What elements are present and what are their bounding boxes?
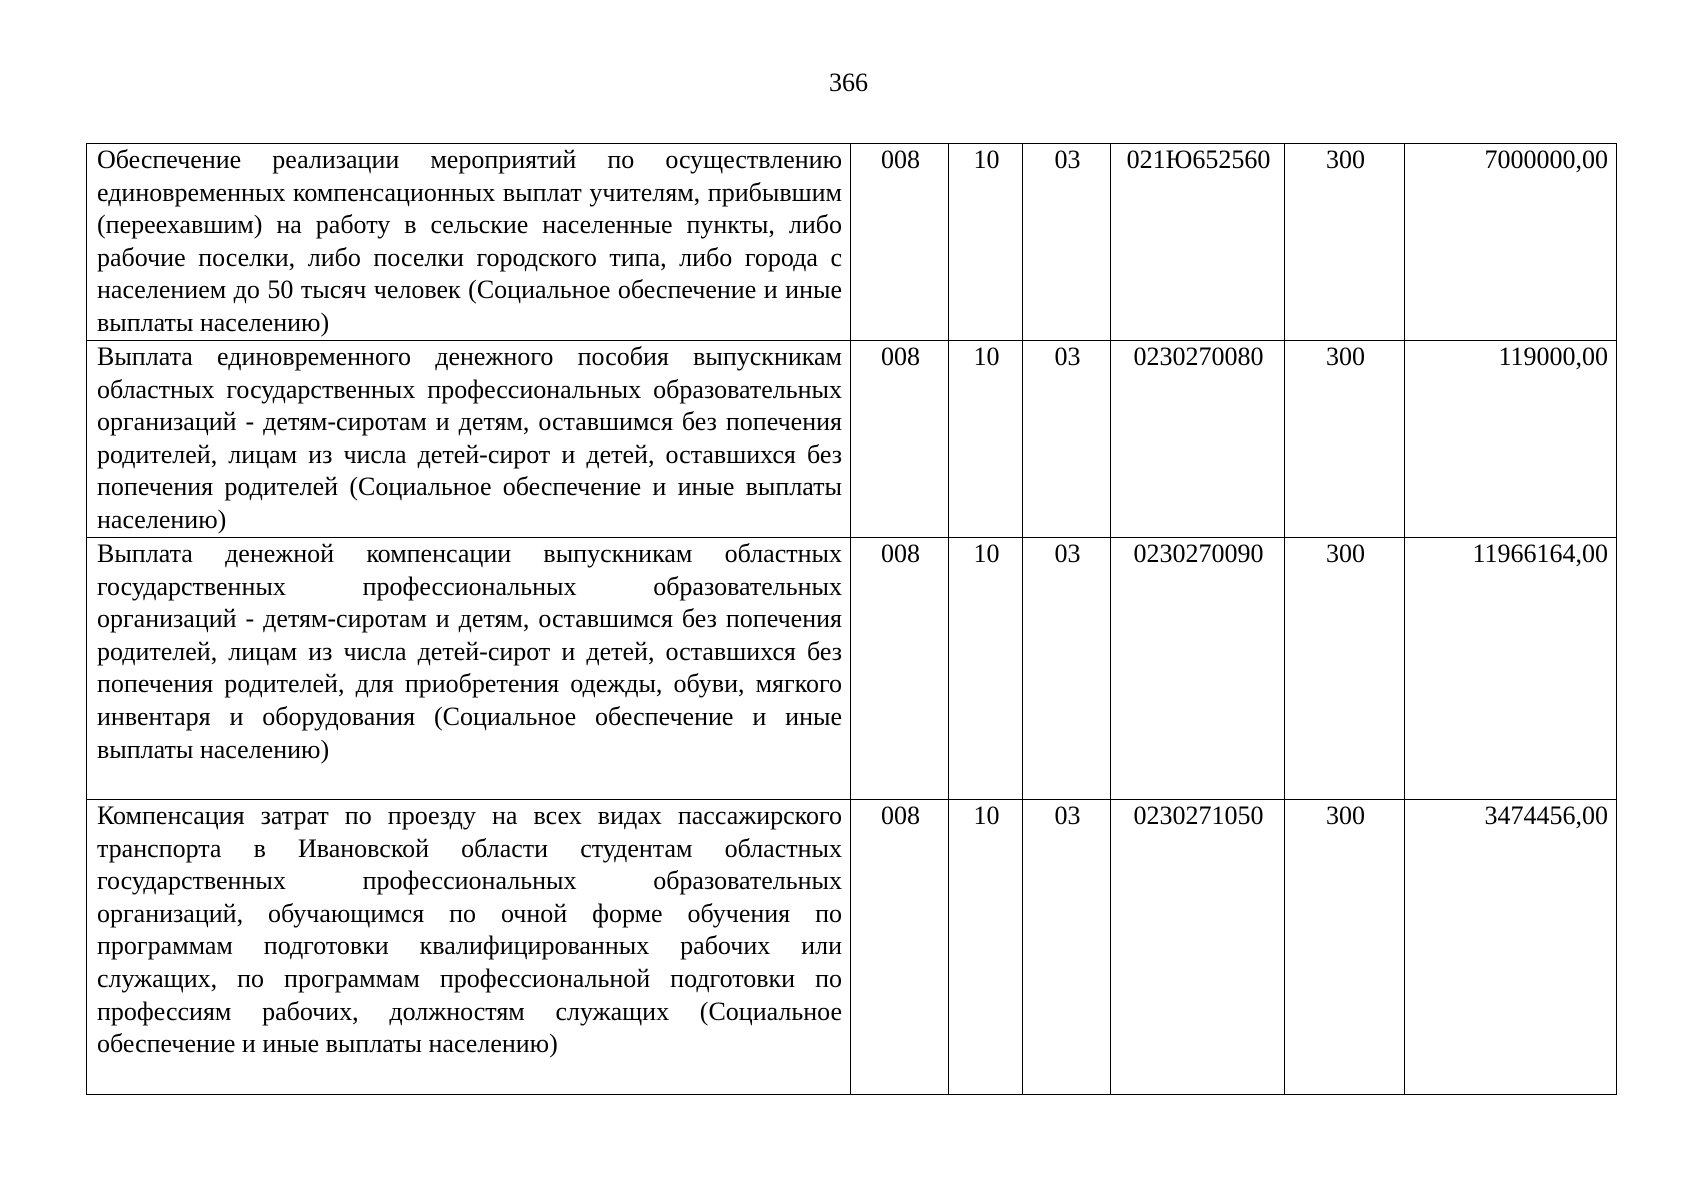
row-subsection-code: 03 [1023, 538, 1111, 800]
row-amount: 3474456,00 [1405, 800, 1617, 1095]
row-target-article-code: 021Ю652560 [1111, 144, 1285, 341]
row-subsection-code: 03 [1023, 800, 1111, 1095]
row-description: Выплата единовременного денежного пособия выпускникам областных государственных профессиональных образовательных организаций - детям-сиротам и детям, оставшимся без попечения родителей, лицам из числа детей-сирот и детей, оставшихся без попечения родителей (Социальное обеспечение и иные выплаты населению) [87, 341, 851, 538]
row-expense-type-code: 300 [1285, 341, 1405, 538]
table-row [87, 341, 1617, 538]
row-subsection-code: 03 [1023, 341, 1111, 538]
row-section-code: 10 [949, 538, 1023, 800]
row-ved-code: 008 [851, 800, 949, 1095]
row-ved-code: 008 [851, 144, 949, 341]
row-target-article-code: 0230270090 [1111, 538, 1285, 800]
row-section-code: 10 [949, 800, 1023, 1095]
table-row [87, 538, 1617, 800]
row-ved-code: 008 [851, 341, 949, 538]
row-amount: 11966164,00 [1405, 538, 1617, 800]
row-section-code: 10 [949, 341, 1023, 538]
row-description: Обеспечение реализации мероприятий по осуществлению единовременных компенсационных выплат учителям, прибывшим (переехавшим) на работу в сельские населенные пункты, либо рабочие поселки, либо поселки городского типа, либо города с населением до 50 тысяч человек (Социальное обеспечение и иные выплаты населению) [87, 144, 851, 341]
page-number: 366 [829, 68, 868, 97]
table-row [87, 144, 1617, 341]
row-description: Выплата денежной компенсации выпускникам областных государственных профессиональных образовательных организаций - детям-сиротам и детям, оставшимся без попечения родителей, лицам из числа детей-сирот и детей, оставшихся без попечения родителей, для приобретения одежды, обуви, мягкого инвентаря и оборудования (Социальное обеспечение и иные выплаты населению) [87, 538, 851, 800]
row-target-article-code: 0230271050 [1111, 800, 1285, 1095]
row-target-article-code: 0230270080 [1111, 341, 1285, 538]
row-subsection-code: 03 [1023, 144, 1111, 341]
row-expense-type-code: 300 [1285, 800, 1405, 1095]
row-section-code: 10 [949, 144, 1023, 341]
budget-table [86, 143, 1617, 1095]
row-expense-type-code: 300 [1285, 144, 1405, 341]
row-expense-type-code: 300 [1285, 538, 1405, 800]
row-description: Компенсация затрат по проезду на всех видах пассажирского транспорта в Ивановской области студентам областных государственных профессиональных образовательных организаций, обучающимся по очной форме обучения по программам подготовки квалифицированных рабочих или служащих, по программам профессиональной подготовки по профессиям рабочих, должностям служащих (Социальное обеспечение и иные выплаты населению) [87, 800, 851, 1095]
row-ved-code: 008 [851, 538, 949, 800]
table-row [87, 800, 1617, 1095]
row-amount: 119000,00 [1405, 341, 1617, 538]
row-amount: 7000000,00 [1405, 144, 1617, 341]
